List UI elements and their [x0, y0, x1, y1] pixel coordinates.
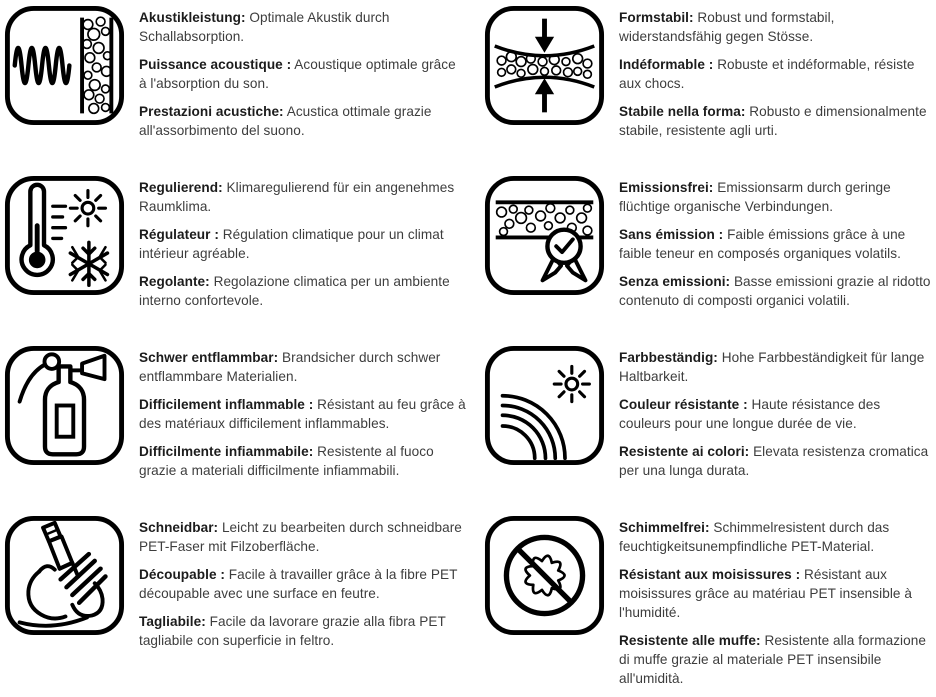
- feature-label: Schimmelfrei:: [619, 520, 710, 535]
- feature-entry: [619, 518, 931, 556]
- feature-label: Puissance acoustique :: [139, 57, 292, 72]
- feature-label: Senza emissioni:: [619, 274, 731, 289]
- feature-entry: [619, 8, 931, 46]
- feature-label: Tagliabile:: [139, 614, 206, 629]
- low-emission-certificate-icon: [484, 175, 605, 296]
- feature-texts: [139, 175, 467, 319]
- feature-label: Regolante:: [139, 274, 210, 289]
- feature-entry: [139, 442, 467, 480]
- feature-entry: [139, 102, 467, 140]
- feature-label: Akustikleistung:: [139, 10, 246, 25]
- feature-text: Facile da lavorare grazie alla fibra PET tagliabile con superficie in feltro.: [139, 614, 446, 648]
- color-fastness-icon: [484, 345, 605, 466]
- sound-absorption-icon: [4, 5, 125, 126]
- feature-text: Elevata resistenza cromatica per una lunga durata.: [619, 444, 929, 478]
- feature-entry: [139, 225, 467, 263]
- feature-label: Resistente ai colori:: [619, 444, 750, 459]
- feature-card-climate: [0, 173, 468, 343]
- feature-card-flame-retardant: [0, 343, 468, 513]
- feature-label: Couleur résistante :: [619, 397, 748, 412]
- feature-entry: [139, 348, 467, 386]
- feature-text: Resistente al fuoco grazie a materiali difficilmente infiammabili.: [139, 444, 434, 478]
- feature-entry: [139, 612, 467, 650]
- feature-text: Basse emissioni grazie al ridotto contenuto di composti organici volatili.: [619, 274, 931, 308]
- feature-card-acoustic: [0, 3, 468, 173]
- feature-entry: [139, 8, 467, 46]
- feature-text: Acoustique optimale grâce à l'absorption du son.: [139, 57, 456, 91]
- compression-resistance-icon: [484, 5, 605, 126]
- feature-label: Emissionsfrei:: [619, 180, 714, 195]
- feature-entry: [139, 55, 467, 93]
- feature-entry: [139, 518, 467, 556]
- feature-entry: [619, 178, 931, 216]
- feature-label: Régulateur :: [139, 227, 219, 242]
- feature-text: Résistant aux moisissures grâce au matériau PET insensible à l'humidité.: [619, 567, 912, 620]
- feature-text: Optimale Akustik durch Schallabsorption.: [139, 10, 390, 44]
- feature-text: Emissionsarm durch geringe flüchtige organische Verbindungen.: [619, 180, 891, 214]
- feature-texts: [139, 5, 467, 149]
- feature-text: Klimaregulierend für ein angenehmes Raumklima.: [139, 180, 455, 214]
- feature-text: Hohe Farbbeständigkeit für lange Haltbarkeit.: [619, 350, 925, 384]
- feature-texts: [619, 345, 931, 489]
- feature-entry: [619, 55, 931, 93]
- feature-entry: [139, 565, 467, 603]
- feature-label: Prestazioni acustiche:: [139, 104, 284, 119]
- feature-entry: [619, 442, 931, 480]
- feature-text: Resistente alla formazione di muffe grazie al materiale PET insensibile all'umidità.: [619, 633, 926, 686]
- feature-entry: [619, 565, 931, 622]
- feature-text: Leicht zu bearbeiten durch schneidbare PET-Faser mit Filzoberfläche.: [139, 520, 462, 554]
- feature-label: Difficilement inflammable :: [139, 397, 314, 412]
- feature-text: Régulation climatique pour un climat intérieur agréable.: [139, 227, 444, 261]
- feature-text: Haute résistance des couleurs pour une longue durée de vie.: [619, 397, 881, 431]
- feature-text: Schimmelresistent durch das feuchtigkeitsunempfindliche PET-Material.: [619, 520, 890, 554]
- feature-text: Acustica ottimale grazie all'assorbimento del suono.: [139, 104, 432, 138]
- feature-card-form-stable: [468, 3, 936, 173]
- feature-card-cuttable: [0, 513, 468, 683]
- feature-texts: [139, 345, 467, 489]
- feature-entry: [619, 631, 931, 688]
- feature-entry: [619, 348, 931, 386]
- feature-entry: [139, 178, 467, 216]
- feature-label: Découpable :: [139, 567, 225, 582]
- feature-entry: [619, 395, 931, 433]
- feature-text: Brandsicher durch schwer entflammbare Materialien.: [139, 350, 441, 384]
- feature-label: Schneidbar:: [139, 520, 219, 535]
- feature-entry: [139, 395, 467, 433]
- feature-text: Résistant au feu grâce à des matériaux difficilement inflammables.: [139, 397, 466, 431]
- no-mold-icon: [484, 515, 605, 636]
- fire-extinguisher-icon: [4, 345, 125, 466]
- feature-texts: [139, 515, 467, 659]
- feature-label: Stabile nella forma:: [619, 104, 746, 119]
- feature-label: Formstabil:: [619, 10, 694, 25]
- feature-entry: [619, 102, 931, 140]
- feature-text: Facile à travailler grâce à la fibre PET découpable avec une surface en feutre.: [139, 567, 458, 601]
- feature-entry: [619, 225, 931, 263]
- feature-label: Regulierend:: [139, 180, 223, 195]
- climate-regulation-icon: [4, 175, 125, 296]
- feature-texts: [619, 515, 931, 697]
- feature-text: Robusto e dimensionalmente stabile, resistente agli urti.: [619, 104, 927, 138]
- feature-label: Schwer entflammbar:: [139, 350, 279, 365]
- feature-label: Résistant aux moisissures :: [619, 567, 801, 582]
- cuttable-hand-knife-icon: [4, 515, 125, 636]
- feature-label: Difficilmente infiammabile:: [139, 444, 314, 459]
- feature-texts: [619, 5, 931, 149]
- feature-entry: [139, 272, 467, 310]
- feature-text: Robuste et indéformable, résiste aux chocs.: [619, 57, 915, 91]
- feature-label: Resistente alle muffe:: [619, 633, 761, 648]
- feature-label: Sans émission :: [619, 227, 724, 242]
- feature-card-mold-free: [468, 513, 936, 686]
- feature-entry: [619, 272, 931, 310]
- feature-card-color-fast: [468, 343, 936, 513]
- feature-label: Farbbeständig:: [619, 350, 718, 365]
- feature-label: Indéformable :: [619, 57, 714, 72]
- feature-text: Faible émissions grâce à une faible teneur en composés organiques volatils.: [619, 227, 906, 261]
- feature-text: Regolazione climatica per un ambiente interno confortevole.: [139, 274, 450, 308]
- feature-texts: [619, 175, 931, 319]
- feature-card-emission-free: [468, 173, 936, 343]
- feature-text: Robust und formstabil, widerstandsfähig gegen Stösse.: [619, 10, 835, 44]
